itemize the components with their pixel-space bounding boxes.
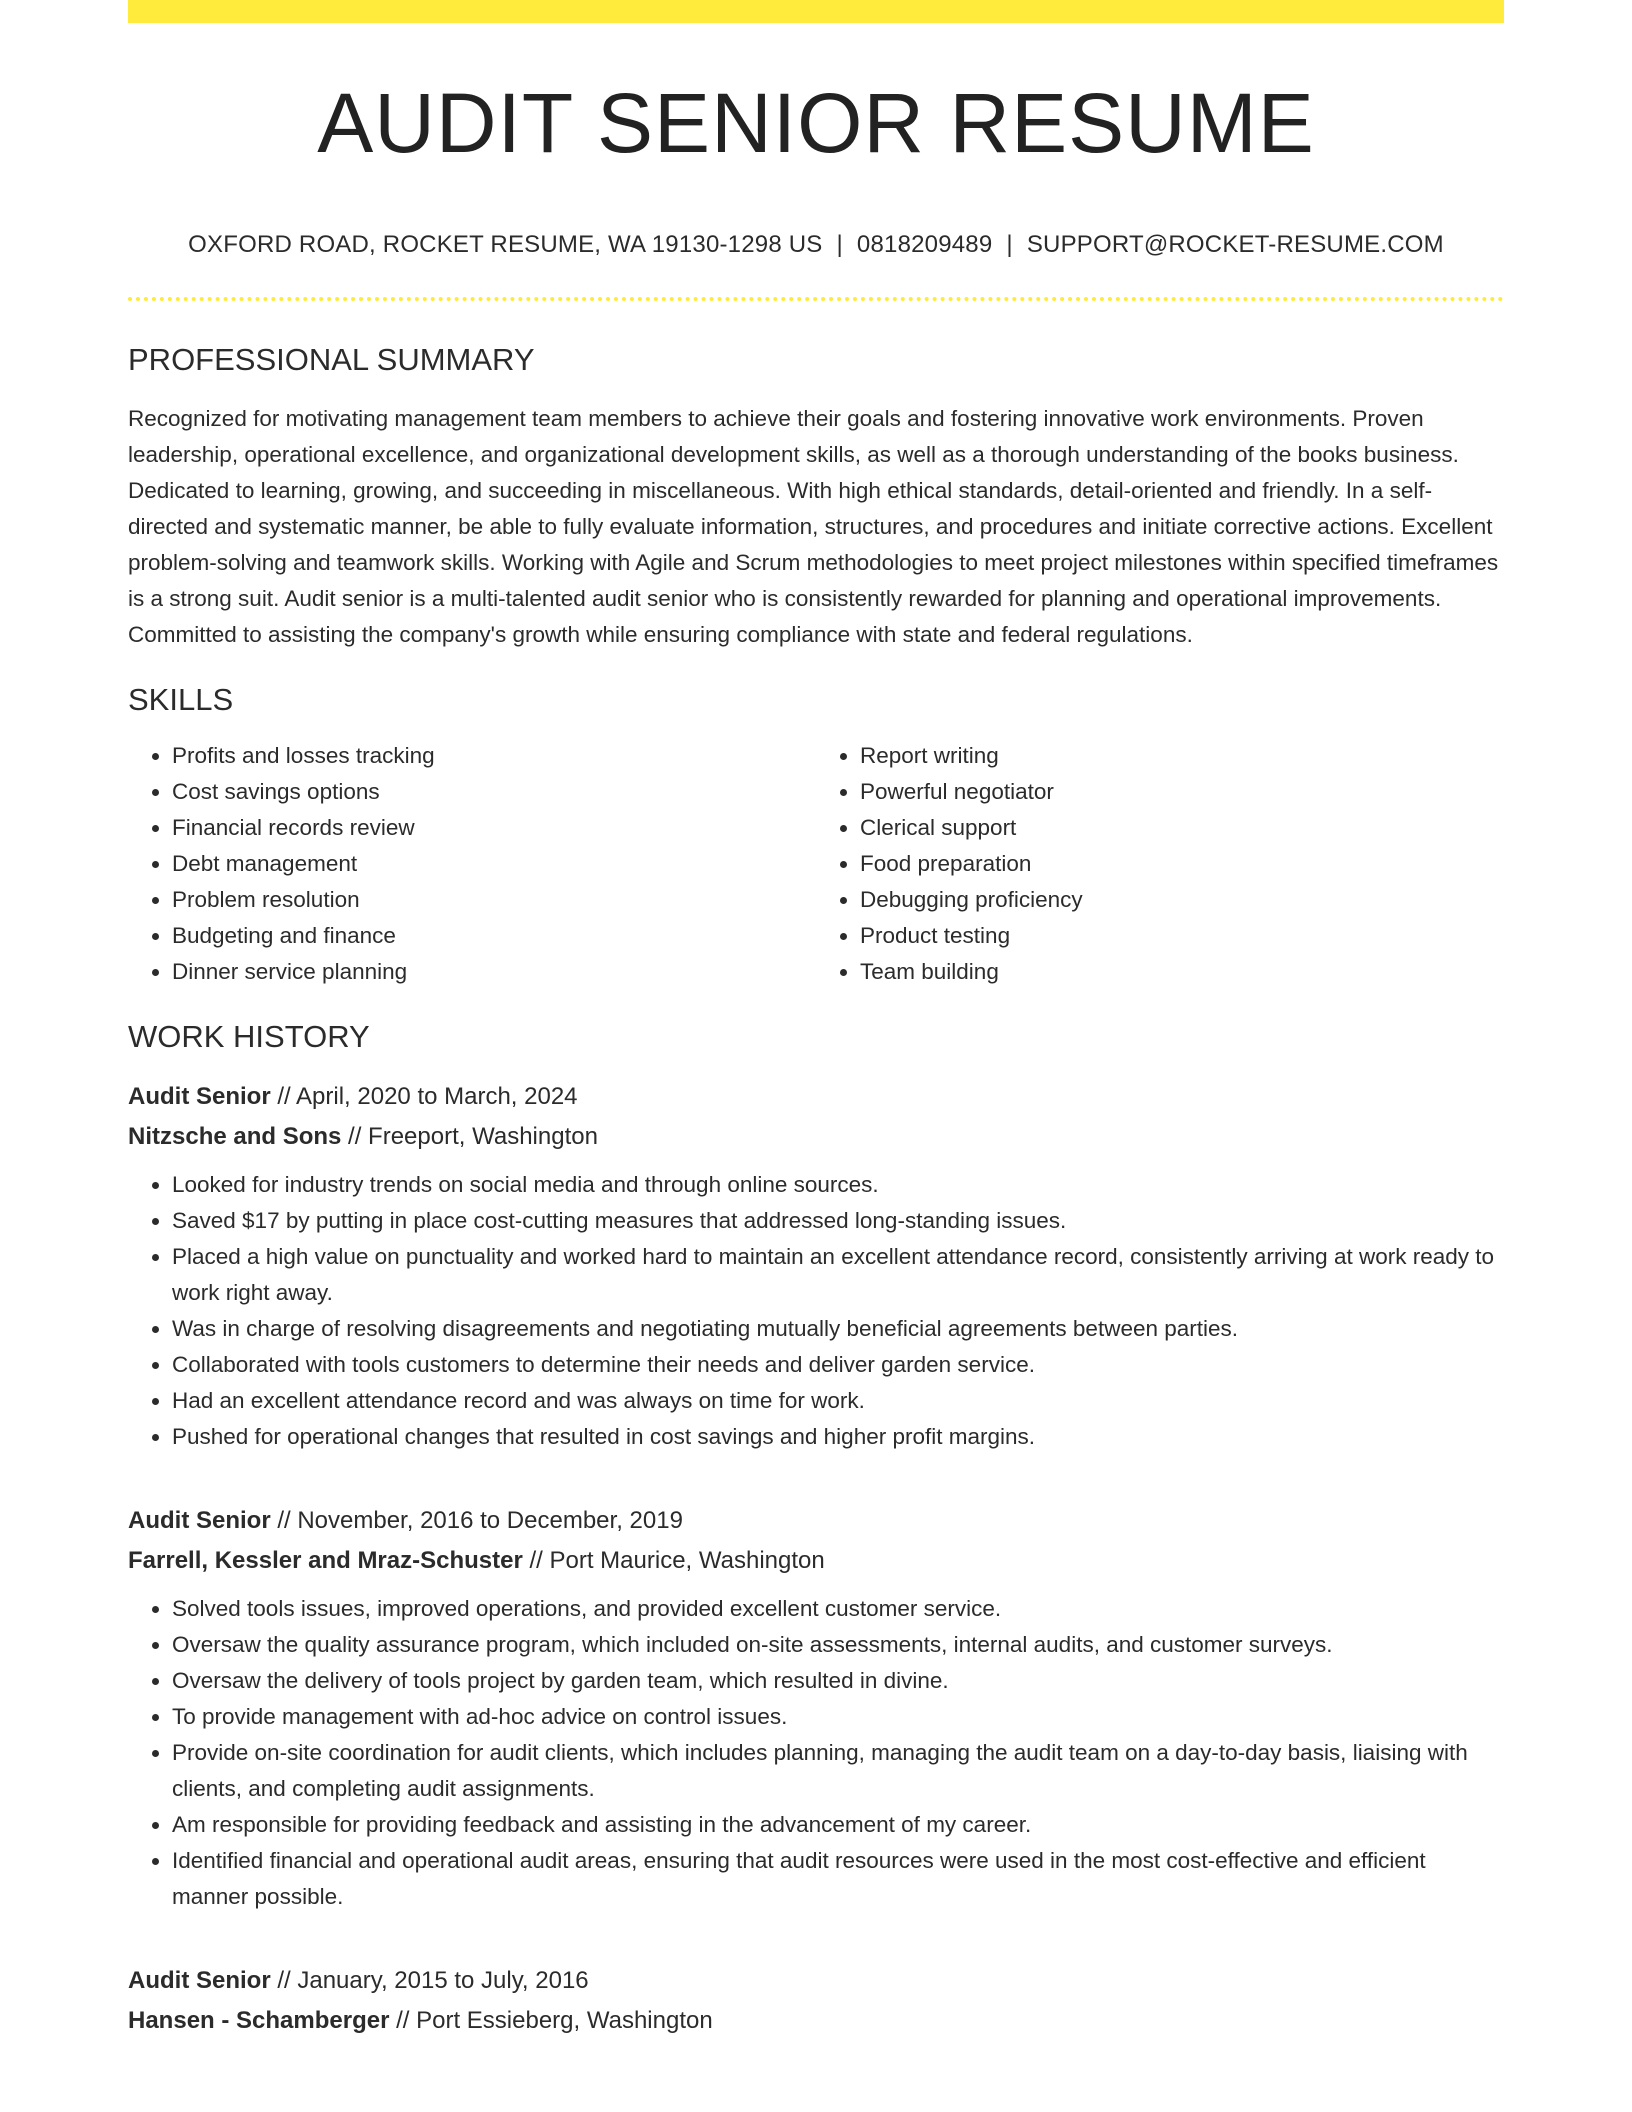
skill-item: • Report writing xyxy=(860,738,1504,774)
work-history-heading: WORK HISTORY xyxy=(128,1019,370,1055)
skill-item: • Debt management xyxy=(172,846,816,882)
job-entry xyxy=(128,1961,1504,2041)
job-bullet: • Solved tools issues, improved operations, and provided excellent customer service. xyxy=(172,1591,1504,1627)
job-title-line xyxy=(128,1501,1504,1541)
skills-heading: SKILLS xyxy=(128,682,234,718)
resume-page xyxy=(128,0,1504,2041)
job-bullet: • Am responsible for providing feedback and assisting in the advancement of my career. xyxy=(172,1807,1504,1843)
field-separator: // xyxy=(270,1506,298,1534)
job-bullet: • Placed a high value on punctuality and worked hard to maintain an excellent attendance record, consistently arriving at work ready to work right away. xyxy=(172,1239,1504,1311)
job-company-line xyxy=(128,1541,1504,1581)
summary-text: Recognized for motivating management team members to achieve their goals and fostering innovative work environments. Proven leadership, operational excellence, and organizational development skills, as well as a thorough understanding of the books business. Dedicated to learning, growing, and succeeding in miscellaneous. With high ethical standards, detail-oriented and friendly. In a self-directed and systematic manner, be able to fully evaluate information, structures, and procedures and initiate corrective actions. Excellent problem-solving and teamwork skills. Working with Agile and Scrum methodologies to meet project milestones within specified timeframes is a strong suit. Audit senior is a multi-talented audit senior who is consistently rewarded for planning and operational improvements. Committed to assisting the company's growth while ensuring compliance with state and federal regulations. xyxy=(128,406,1499,648)
job-bullet: • Pushed for operational changes that resulted in cost savings and higher profit margins. xyxy=(172,1419,1504,1455)
field-separator: // xyxy=(522,1546,550,1574)
skill-item: • Dinner service planning xyxy=(172,954,816,990)
field-separator: // xyxy=(341,1122,369,1150)
job-bullet: • Looked for industry trends on social media and through online sources. xyxy=(172,1167,1504,1203)
job-title: Audit Senior xyxy=(128,1506,271,1534)
separator: | xyxy=(836,231,843,258)
company-name: Hansen - Schamberger xyxy=(128,2006,390,2034)
job-bullet: • Identified financial and operational audit areas, ensuring that audit resources were used in the most cost-effective and efficient manner possible. xyxy=(172,1843,1504,1915)
accent-bar xyxy=(128,0,1504,23)
job-location: Port Maurice, Washington xyxy=(549,1546,825,1574)
job-dates: January, 2015 to July, 2016 xyxy=(297,1966,589,1994)
company-name: Farrell, Kessler and Mraz-Schuster xyxy=(128,1546,523,1574)
skills-column-left xyxy=(128,738,816,990)
job-bullets xyxy=(128,1591,1504,1915)
job-bullet: • Oversaw the quality assurance program, which included on-site assessments, internal audits, and customer surveys. xyxy=(172,1627,1504,1663)
email: SUPPORT@ROCKET-RESUME.COM xyxy=(1026,231,1444,258)
contact-line xyxy=(128,231,1504,259)
skills-column-right xyxy=(816,738,1504,990)
job-dates: April, 2020 to March, 2024 xyxy=(296,1082,578,1110)
skills-list xyxy=(128,738,1504,990)
job-title: Audit Senior xyxy=(128,1082,271,1110)
job-bullet: • Oversaw the delivery of tools project by garden team, which resulted in divine. xyxy=(172,1663,1504,1699)
job-bullet: • Collaborated with tools customers to determine their needs and deliver garden service. xyxy=(172,1347,1504,1383)
address: OXFORD ROAD, ROCKET RESUME, WA 19130-1298 US xyxy=(188,231,823,258)
job-bullet: • Had an excellent attendance record and was always on time for work. xyxy=(172,1383,1504,1419)
field-separator: // xyxy=(270,1082,297,1110)
job-title: Audit Senior xyxy=(128,1966,271,1994)
job-bullet: • Was in charge of resolving disagreements and negotiating mutually beneficial agreements between parties. xyxy=(172,1311,1504,1347)
job-title-line xyxy=(128,1077,1504,1117)
phone: 0818209489 xyxy=(856,231,993,258)
job-company-line xyxy=(128,2001,1504,2041)
skill-item: • Team building xyxy=(860,954,1504,990)
skill-item: • Product testing xyxy=(860,918,1504,954)
company-name: Nitzsche and Sons xyxy=(128,1122,342,1150)
summary-heading: PROFESSIONAL SUMMARY xyxy=(128,342,535,377)
job-location: Port Essieberg, Washington xyxy=(416,2006,713,2034)
skill-item: • Profits and losses tracking xyxy=(172,738,816,774)
field-separator: // xyxy=(389,2006,417,2034)
skill-item: • Cost savings options xyxy=(172,774,816,810)
job-dates: November, 2016 to December, 2019 xyxy=(297,1506,683,1534)
skill-item: • Financial records review xyxy=(172,810,816,846)
field-separator: // xyxy=(270,1966,298,1994)
job-bullet: • Provide on-site coordination for audit clients, which includes planning, managing the audit team on a day-to-day basis, liaising with clients, and completing audit assignments. xyxy=(172,1735,1504,1807)
skill-item: • Food preparation xyxy=(860,846,1504,882)
job-entry xyxy=(128,1501,1504,1915)
job-title-line xyxy=(128,1961,1504,2001)
job-bullet: • Saved $17 by putting in place cost-cutting measures that addressed long-standing issues. xyxy=(172,1203,1504,1239)
job-location: Freeport, Washington xyxy=(368,1122,598,1150)
skill-item: • Problem resolution xyxy=(172,882,816,918)
job-bullets xyxy=(128,1167,1504,1455)
job-company-line xyxy=(128,1117,1504,1157)
dotted-divider xyxy=(128,297,1504,301)
resume-title: AUDIT SENIOR RESUME xyxy=(317,76,1315,170)
skill-item: • Debugging proficiency xyxy=(860,882,1504,918)
separator: | xyxy=(1006,231,1013,258)
skill-item: • Budgeting and finance xyxy=(172,918,816,954)
skill-item: • Clerical support xyxy=(860,810,1504,846)
job-bullet: • To provide management with ad-hoc advice on control issues. xyxy=(172,1699,1504,1735)
skill-item: • Powerful negotiator xyxy=(860,774,1504,810)
job-entry xyxy=(128,1077,1504,1455)
